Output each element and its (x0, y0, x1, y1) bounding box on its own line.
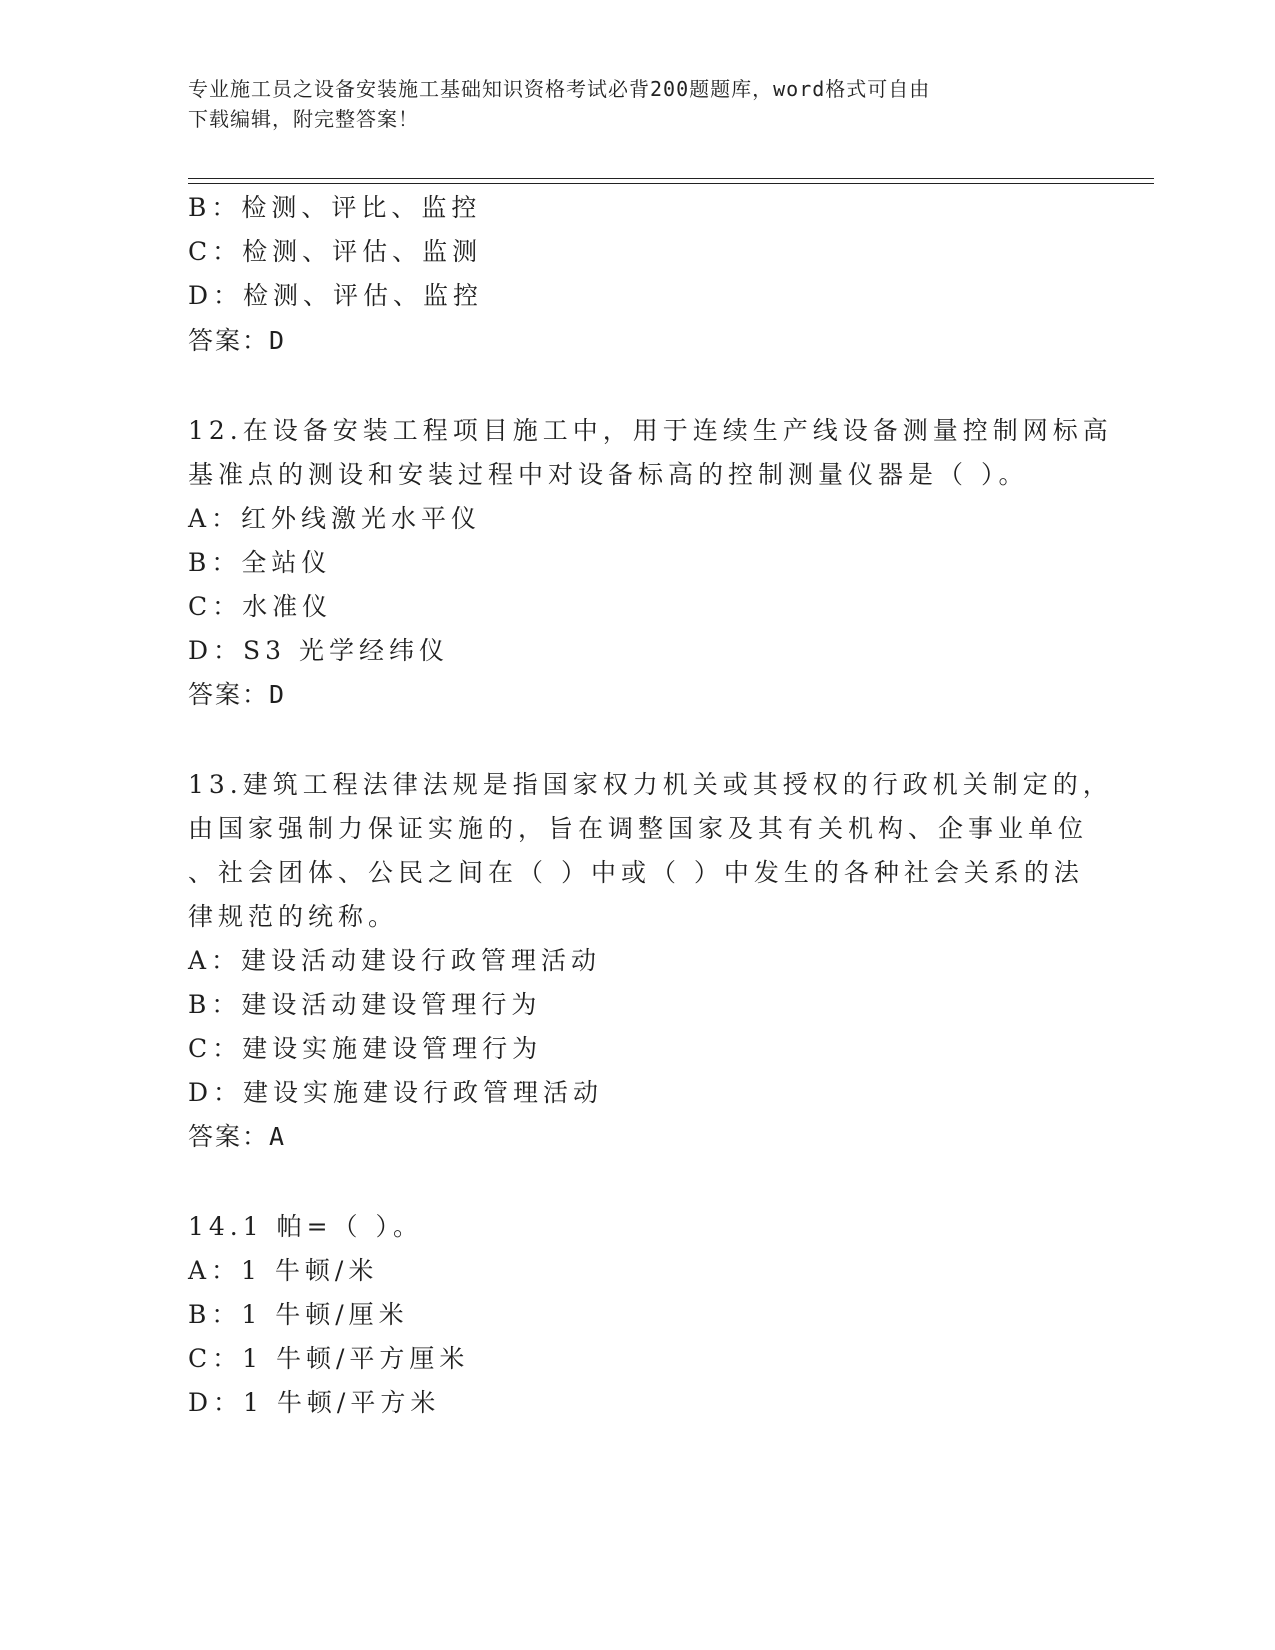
q12-stem-line-1: 12.在设备安装工程项目施工中，用于连续生产线设备测量控制网标高 (188, 416, 1113, 445)
q11-option-d: D：检测、评估、监控 (188, 281, 484, 310)
q13-option-a: A：建设活动建设行政管理活动 (188, 946, 602, 975)
answer-value: D (269, 326, 285, 355)
q13-stem-line-4: 律规范的统称。 (188, 902, 399, 931)
q13-option-d: D：建设实施建设行政管理活动 (188, 1078, 604, 1107)
answer-label: 答案： (188, 1122, 270, 1151)
q14-option-c: C：1 牛顿/平方厘米 (188, 1344, 470, 1373)
answer-value: A (269, 1122, 285, 1151)
q14-option-b: B：1 牛顿/厘米 (188, 1300, 409, 1329)
q14-option-a: A：1 牛顿/米 (188, 1256, 379, 1285)
q11-option-b: B：检测、评比、监控 (188, 193, 482, 222)
q12-option-b: B：全站仪 (188, 548, 332, 577)
q13-stem-line-1: 13.建筑工程法律法规是指国家权力机关或其授权的行政机关制定的， (188, 770, 1113, 799)
q11-answer (188, 324, 284, 358)
q12-option-a: A：红外线激光水平仪 (188, 504, 482, 533)
header-divider-bottom (188, 183, 1154, 184)
q13-stem-line-2: 由国家强制力保证实施的，旨在调整国家及其有关机构、企事业单位 (188, 814, 1089, 843)
answer-label: 答案： (188, 326, 270, 355)
q11-option-c: C：检测、评估、监测 (188, 237, 483, 266)
document-header (188, 74, 1068, 134)
q13-option-b: B：建设活动建设管理行为 (188, 990, 542, 1019)
q14-option-d: D：1 牛顿/平方米 (188, 1388, 441, 1417)
header-title-line-1: 专业施工员之设备安装施工基础知识资格考试必背200题题库，word格式可自由 (188, 77, 931, 101)
header-title-line-2: 下载编辑，附完整答案！ (188, 107, 419, 131)
q12-stem-line-2: 基准点的测设和安装过程中对设备标高的控制测量仪器是（ ）。 (188, 460, 1029, 489)
q13-answer (188, 1120, 284, 1154)
q13-stem-line-3: 、社会团体、公民之间在（ ）中或（ ）中发生的各种社会关系的法 (188, 858, 1084, 887)
q12-option-c: C：水准仪 (188, 592, 333, 621)
q14-stem-line-1: 14.1 帕=（ ）。 (188, 1212, 424, 1241)
q12-option-d: D：S3 光学经纬仪 (188, 636, 450, 665)
header-divider-top (188, 178, 1154, 179)
answer-label: 答案： (188, 680, 270, 709)
q12-answer (188, 678, 284, 712)
q13-option-c: C：建设实施建设管理行为 (188, 1034, 543, 1063)
answer-value: D (269, 680, 285, 709)
